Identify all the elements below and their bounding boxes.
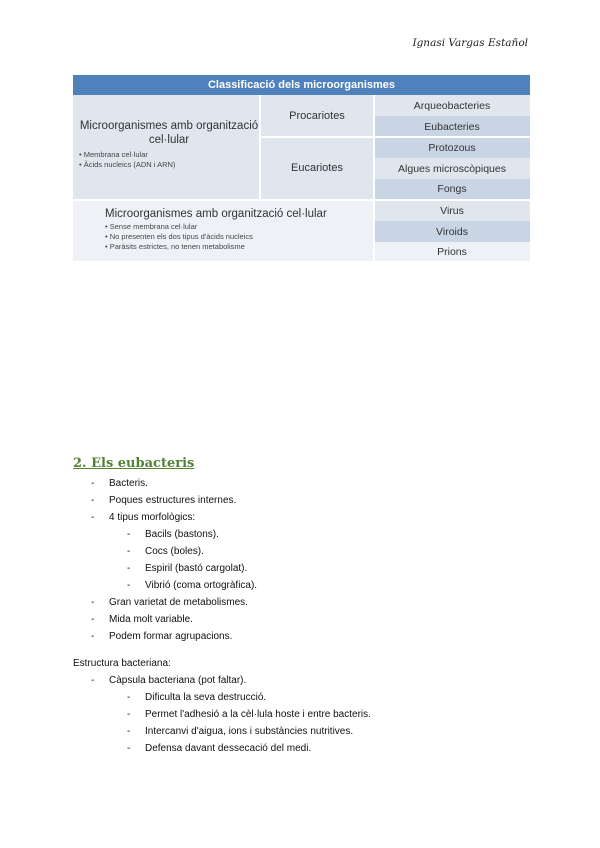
section-title: 2. Els eubacteris: [73, 456, 195, 471]
list-item: - Podem formar agrupacions.: [0, 628, 600, 645]
arqueobacteries-cell: Arqueobacteries: [374, 95, 530, 116]
protozous-cell: Protozous: [374, 137, 530, 158]
structure-heading: Estructura bacteriana:: [73, 658, 171, 669]
dash-bullet: -: [91, 614, 95, 625]
prions-cell: Prions: [374, 242, 530, 261]
dash-bullet: -: [91, 631, 95, 642]
sub-list-item: - Permet l'adhesió a la cèl·lula hoste i entre bacteris.: [0, 706, 600, 723]
acellular-bullet: • Paràsits estrictes, no tenen metabolisme: [105, 242, 373, 252]
acellular-bullet: • No presenten els dos tipus d'àcids nucleics: [105, 232, 373, 242]
cellular-bullets: [79, 150, 259, 170]
list-item: - Poques estructures internes.: [0, 492, 600, 509]
table-title: Classificació dels microorganismes: [73, 75, 530, 95]
sub-list-item: - Defensa davant dessecació del medi.: [0, 740, 600, 757]
cellular-bullet: • Membrana cel·lular: [79, 150, 259, 160]
list-item: - Bacteris.: [0, 475, 600, 492]
algues-cell: Algues microscòpiques: [374, 158, 530, 179]
sub-list-item: - Espiril (bastó cargolat).: [0, 560, 600, 577]
table-divider: [260, 136, 530, 138]
dash-bullet: -: [91, 512, 95, 523]
list-item: - Gran varietat de metabolismes.: [0, 594, 600, 611]
dash-bullet: -: [91, 495, 95, 506]
dash-bullet: -: [127, 529, 131, 540]
viroids-cell: Viroids: [374, 221, 530, 242]
dash-bullet: -: [127, 709, 131, 720]
dash-bullet: -: [127, 580, 131, 591]
dash-bullet: -: [127, 563, 131, 574]
dash-bullet: -: [91, 675, 95, 686]
page-header-author: Ignasi Vargas Estañol: [412, 37, 528, 49]
dash-bullet: -: [127, 743, 131, 754]
table-divider: [259, 95, 261, 199]
table-divider: [73, 199, 530, 201]
cellular-title: Microorganismes amb organització cel·lular: [79, 120, 259, 146]
acellular-bullets: [105, 222, 373, 252]
sub-list-item: - Dificulta la seva destrucció.: [0, 689, 600, 706]
virus-cell: Virus: [374, 201, 530, 221]
cellular-bullet: • Àcids nucleics (ADN i ARN): [79, 160, 259, 170]
section-content: [0, 475, 600, 757]
eubacteries-cell: Eubacteries: [374, 116, 530, 137]
list-item: - Mida molt variable.: [0, 611, 600, 628]
eucariotes-cell: Eucariotes: [260, 137, 374, 199]
dash-bullet: -: [127, 546, 131, 557]
cellular-group-label: [79, 119, 259, 170]
list-item: - Càpsula bacteriana (pot faltar).: [0, 672, 600, 689]
table-divider: [373, 95, 375, 261]
dash-bullet: -: [91, 597, 95, 608]
dash-bullet: -: [91, 478, 95, 489]
dash-bullet: -: [127, 692, 131, 703]
acellular-title: Microorganismes amb organització cel·lular: [105, 208, 327, 220]
sub-list-item: - Bacils (bastons).: [0, 526, 600, 543]
list-item: - 4 tipus morfològics:: [0, 509, 600, 526]
sub-list-item: - Cocs (boles).: [0, 543, 600, 560]
acellular-group-label: [73, 201, 373, 261]
fongs-cell: Fongs: [374, 179, 530, 199]
acellular-bullet: • Sense membrana cel·lular: [105, 222, 373, 232]
sub-list-item: - Vibrió (coma ortogràfica).: [0, 577, 600, 594]
classification-table: [73, 75, 530, 261]
procariotes-cell: Procariotes: [260, 95, 374, 137]
dash-bullet: -: [127, 726, 131, 737]
sub-list-item: - Intercanvi d'aigua, ions i substàncies nutritives.: [0, 723, 600, 740]
